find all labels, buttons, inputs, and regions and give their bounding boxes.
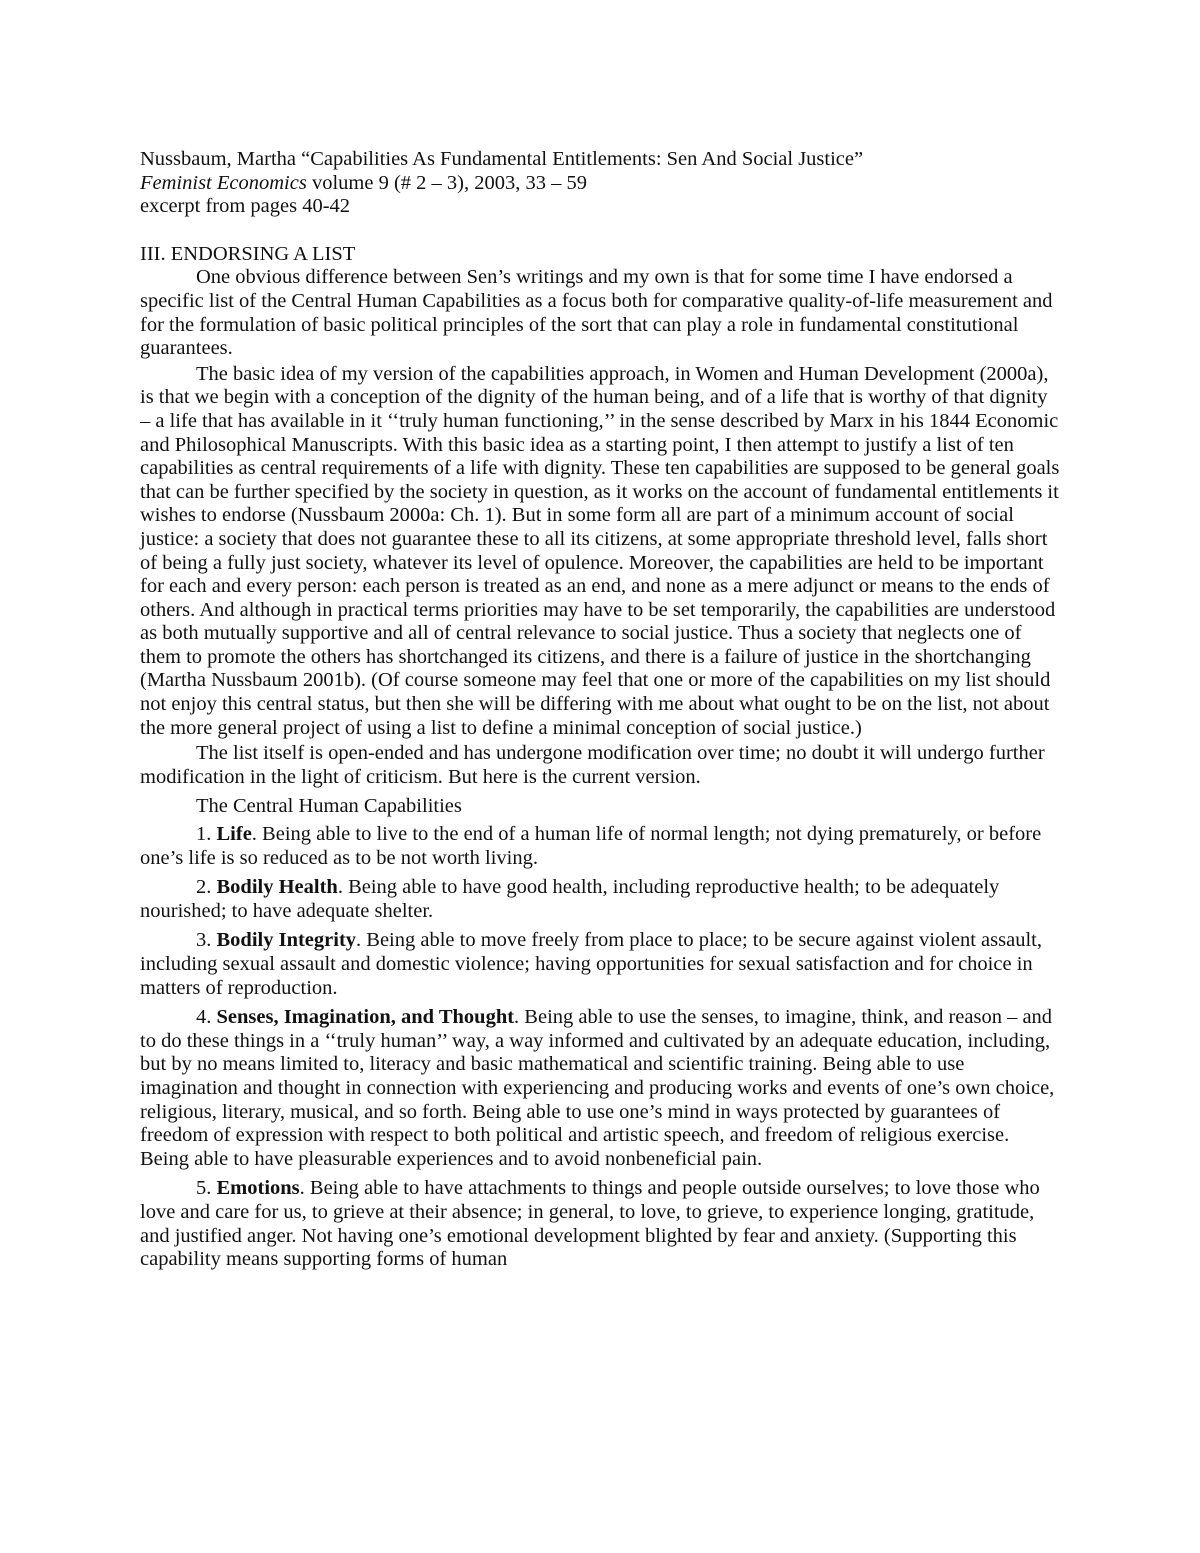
capability-name: Emotions [216,1177,300,1200]
capability-text: . Being able to have good health, including reproductive health; to be adequately nourished; to have adequate shelter. [140,876,1000,922]
capability-item [140,823,1060,870]
capabilities-list-title: The Central Human Capabilities [196,795,462,818]
capability-number: 4. [196,1006,212,1029]
capability-item [140,929,1060,1000]
capability-name: Bodily Health [216,876,338,899]
document-content [140,148,1060,1278]
capability-number: 5. [196,1177,212,1200]
citation-title-line: Nussbaum, Martha “Capabilities As Fundamental Entitlements: Sen And Social Justice” [140,148,864,170]
capability-item [140,1177,1060,1271]
capability-name: Bodily Integrity [216,929,357,952]
paragraph: The list itself is open-ended and has undergone modification over time; no doubt it will undergo further modification in the light of criticism. But here is the current version. [140,742,1045,788]
capability-number: 3. [196,929,212,952]
capability-item [140,876,1060,923]
capability-text: . Being able to use the senses, to imagine, think, and reason – and to do these things in a ‘‘truly human’’ way, a way informed and cultivated by an adequate education, including, but by no means limited to, literacy and basic mathematical and scientific training. Being able to use imagination and thought in connection with experiencing and producing works and events of one’s own choice, religious, literary, musical, and so forth. Being able to use one’s mind in ways protected by guarantees of freedom of expression with respect to both political and artistic speech, and freedom of religious exercise. Being able to have pleasurable experiences and to avoid nonbeneficial pain. [140,1006,1055,1170]
capability-name: Senses, Imagination, and Thought [216,1006,515,1029]
capability-number: 2. [196,876,212,899]
capability-item [140,1006,1060,1171]
citation-block [140,148,1060,219]
paragraph: The basic idea of my version of the capabilities approach, in Women and Human Development (2000a), is that we begin with a conception of the dignity of the human being, and of a life that is worthy of that dignity – a life that has available in it ‘‘truly human functioning,’’ in the sense described by Marx in his 1844 Economic and Philosophical Manuscripts. With this basic idea as a starting point, I then attempt to justify a list of ten capabilities as central requirements of a life with dignity. These ten capabilities are supposed to be general goals that can be further specified by the society in question, as it works on the account of fundamental entitlements it wishes to endorse (Nussbaum 2000a: Ch. 1). But in some form all are part of a minimum account of social justice: a society that does not guarantee these to all its citizens, at some appropriate threshold level, falls short of being a fully just society, whatever its level of opulence. Moreover, the capabilities are held to be important for each and every person: each person is treated as an end, and none as a mere adjunct or means to the ends of others. And although in practical terms priorities may have to be set temporarily, the capabilities are understood as both mutually supportive and all of central relevance to social justice. Thus a society that neglects one of them to promote the others has shortchanged its citizens, and there is a failure of justice in the shortchanging (Martha Nussbaum 2001b). (Of course someone may feel that one or more of the capabilities on my list should not enjoy this central status, but then she will be differing with me about what ought to be on the list, not about the more general project of using a list to define a minimal conception of social justice.) [140,362,1060,739]
paragraph: One obvious difference between Sen’s writings and my own is that for some time I have endorsed a specific list of the Central Human Capabilities as a focus both for comparative quality-of-life measurement and for the formulation of basic political principles of the sort that can play a role in fundamental constitutional guarantees. [140,266,1053,360]
capability-text: . Being able to move freely from place to place; to be secure against violent assault, including sexual assault and domestic violence; having opportunities for sexual satisfaction and for choice in matters of reproduction. [140,929,1042,999]
citation-excerpt-line: excerpt from pages 40-42 [140,195,351,218]
volume-info: volume 9 (# 2 – 3), 2003, 33 – 59 [306,171,587,194]
capability-text: . Being able to live to the end of a human life of normal length; not dying prematurely, or before one’s life is so reduced as to be not worth living. [140,823,1042,869]
capability-text: . Being able to have attachments to things and people outside ourselves; to love those who love and care for us, to grieve at their absence; in general, to love, to grieve, to experience longing, gratitude, and justified anger. Not having one’s emotional development blighted by fear and anxiety. (Supporting this capability means supporting forms of human [140,1177,1040,1271]
capability-name: Life [216,823,252,846]
citation-journal-line [140,172,1060,196]
capability-number: 1. [196,823,212,846]
section-heading: III. ENDORSING A LIST [140,242,356,265]
journal-name: Feminist Economics [140,171,307,194]
